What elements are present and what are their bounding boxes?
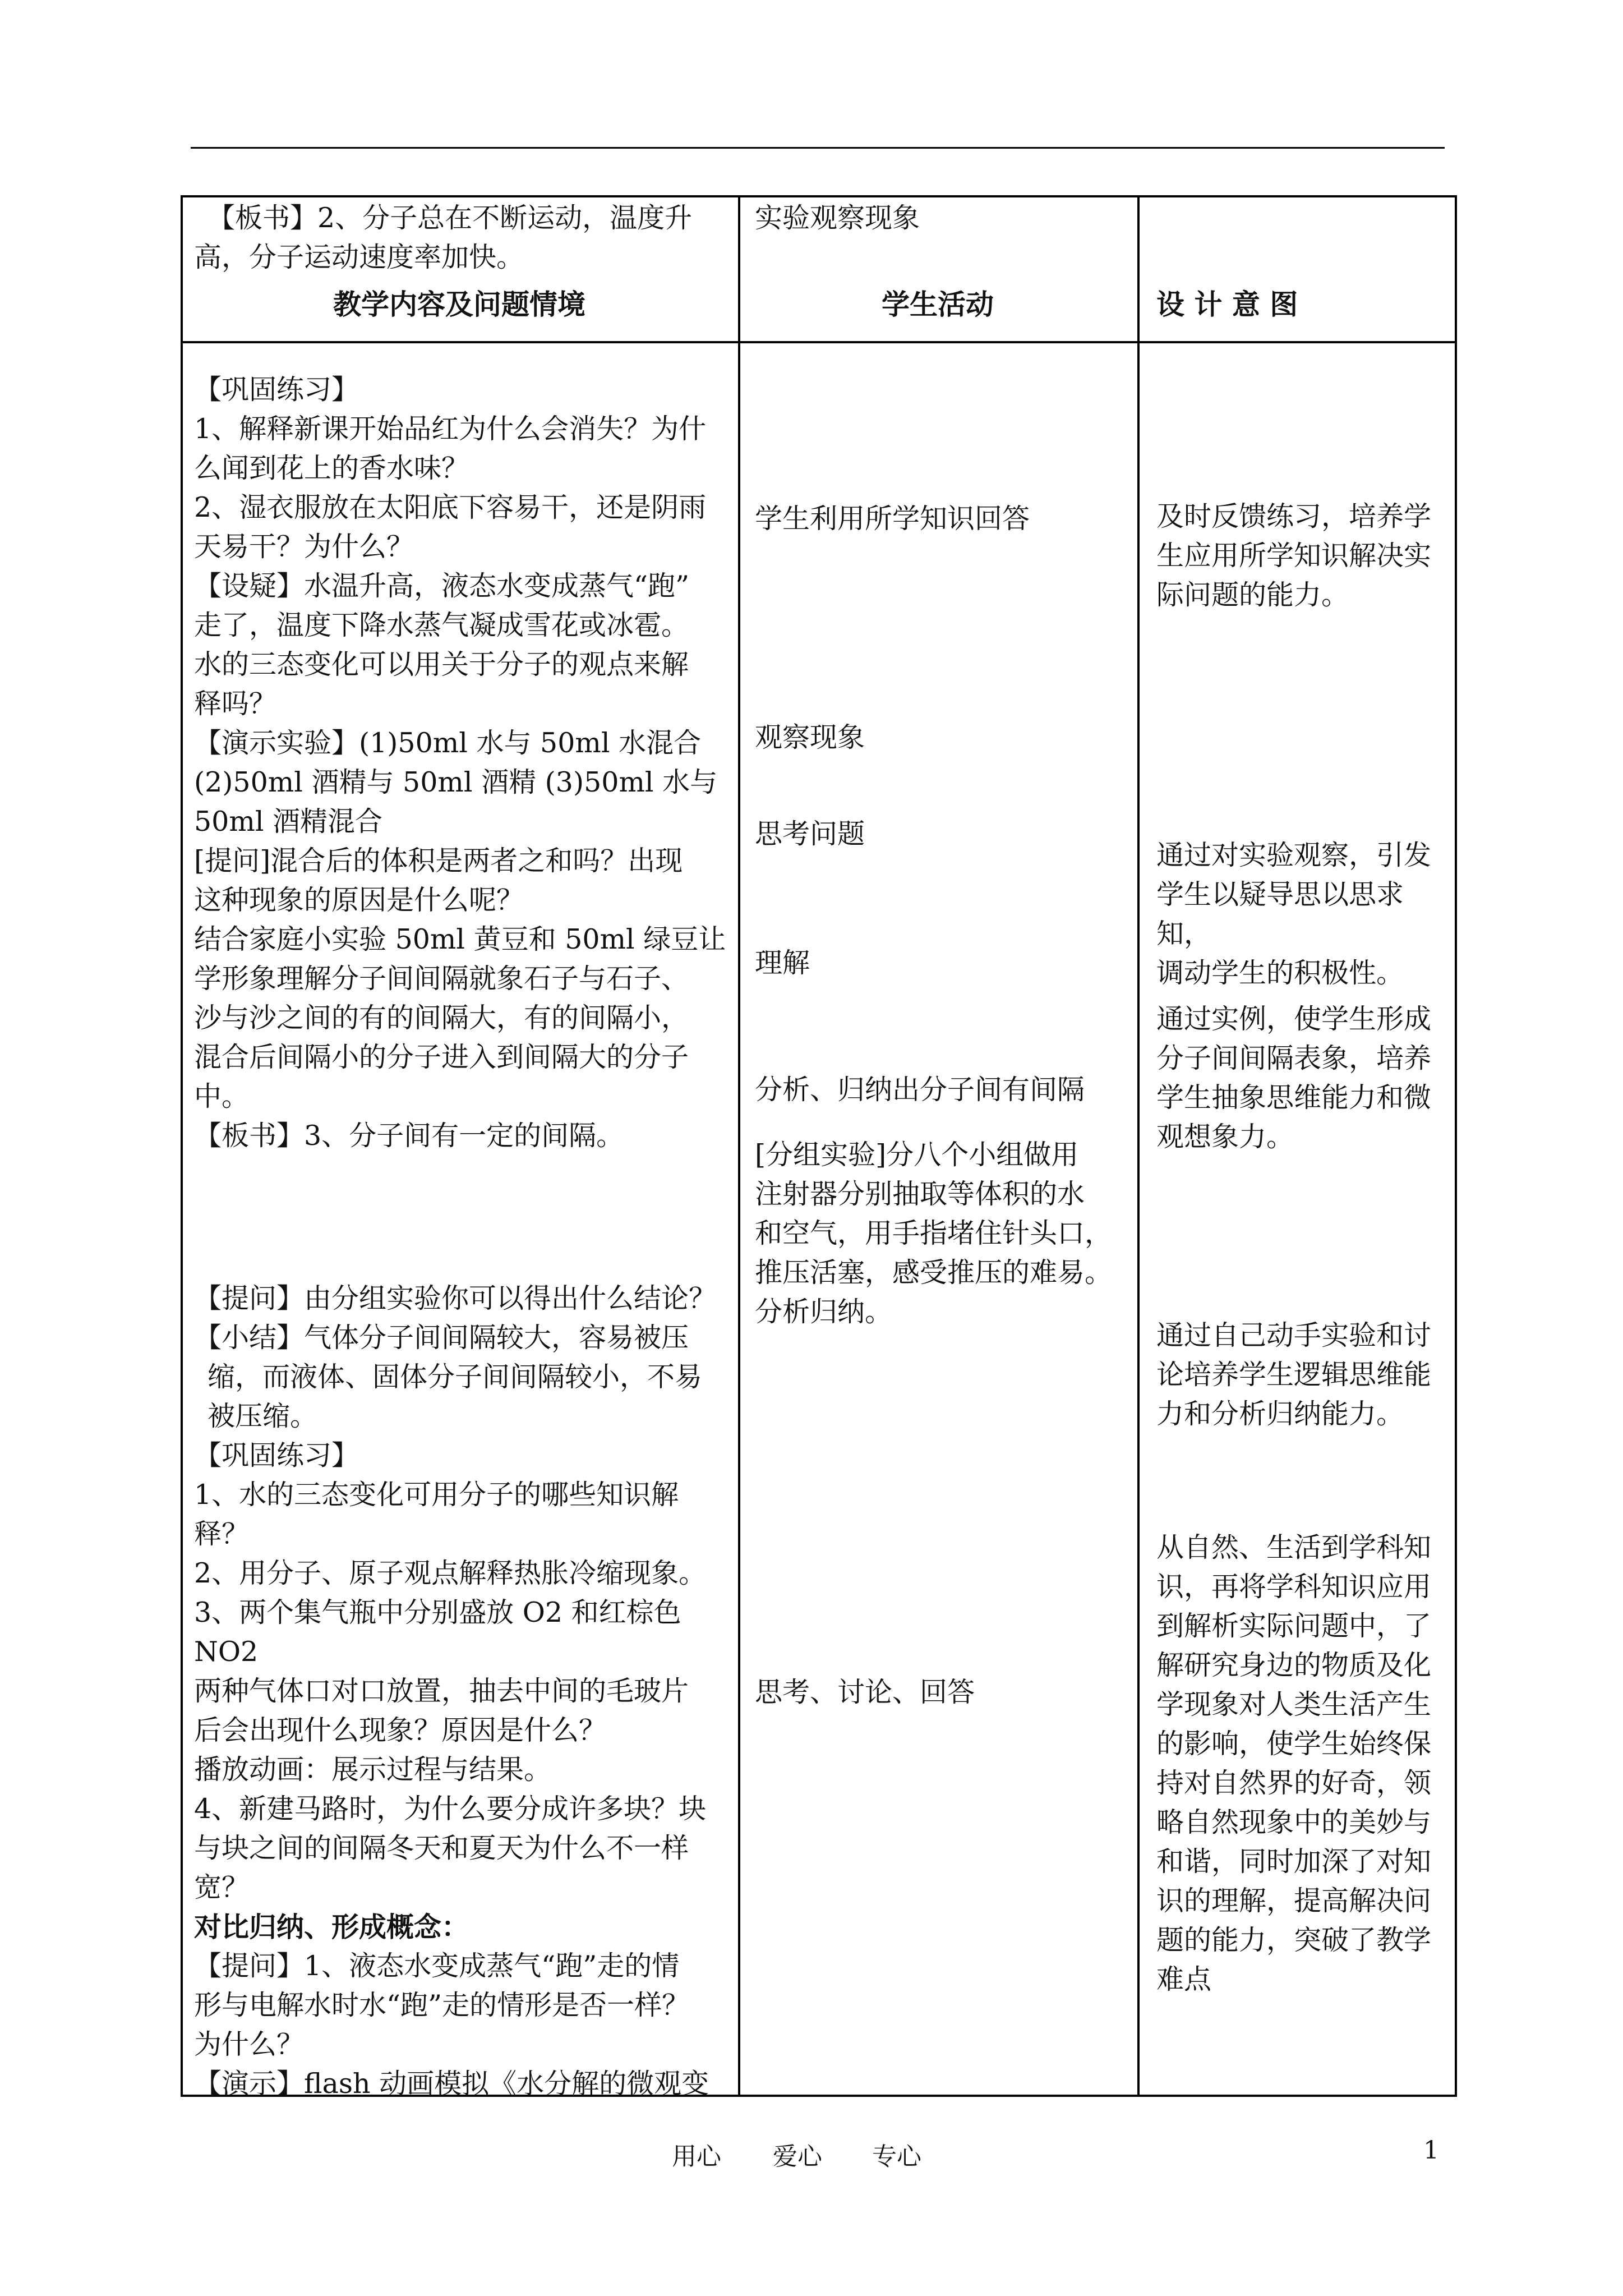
column-divider-1 <box>738 195 740 2097</box>
teaching-content-part-b: 【提问】由分组实验你可以得出什么结论？ 【小结】气体分子间间隔较大，容易被压 缩，而液体、固体分子间间隔较小，不易 被压缩。 【巩固练习】 1、水的三态变化可用分子的哪些知识解 释？ 2、用分子、原子观点解释热胀冷缩现象。 3、两个集气瓶中分别盛放 O2 和红棕色 NO2 两种气体口对口放置，抽去中间的毛玻片 后会出现什么现象？原因是什么？ 播放动画：展示过程与结果。 4、新建马路时，为什么要分成许多块？块 与块之间的间隔冬天和夏天为什么不一样 宽？ 对比归纳、形成概念： 【提问】1、液态水变成蒸气“跑”走的情 形与电解水时水“跑”走的情形是否一样？ 为什么？ 【演示】flash 动画模拟《水分解的微观变 <box>194 1279 738 2104</box>
design-intent-example: 通过实例，使学生形成 分子间间隔表象，培养 学生抽象思维能力和微 观想象力。 <box>1156 1003 1432 1153</box>
header-teaching-content: 教学内容及问题情境 <box>333 288 585 321</box>
student-activity-group-experiment: [分组实验]分八个小组做用 注射器分别抽取等体积的水 和空气，用手指堵住针头口， 推压活塞，感受推压的难易。 分析归纳。 <box>755 1139 1113 1328</box>
table-border-top <box>181 195 1457 197</box>
teaching-content-part-a: 【巩固练习】 1、解释新课开始品红为什么会消失？为什 么闻到花上的香水味？ 2、湿衣服放在太阳底下容易干，还是阴雨 天易干？为什么？ 【设疑】水温升高，液态水变成蒸气“跑” 走了，温度下降水蒸气凝成雪花或冰雹。 水的三态变化可以用关于分子的观点来解 释吗？ 【演示实验】(1)50ml 水与 50ml 水混合 (2)50ml 酒精与 50ml 酒精 (3)50ml 水与 50ml 酒精混合 [提问]混合后的体积是两者之和吗？出现 这种现象的原因是什么呢？ 结合家庭小实验 50ml 黄豆和 50ml 绿豆让 学形象理解分子间间隔就象石子与石子、 沙与沙之间的有的间隔大，有的间隔小， 混合后间隔小的分子进入到间隔大的分子 中。 【板书】3、分子间有一定的间隔。 <box>194 374 726 1152</box>
lesson-table <box>181 195 1457 2100</box>
student-activity-think: 思考问题 <box>755 818 865 850</box>
table-border-left <box>181 195 183 2097</box>
top-row-blackboard-note: 【板书】2、分子总在不断运动，温度升高，分子运动速度率加快。 <box>194 202 693 273</box>
design-intent-hands-on: 通过自己动手实验和讨 论培养学生逻辑思维能 力和分析归纳能力。 <box>1156 1319 1432 1430</box>
page-number: 1 <box>1423 2136 1439 2165</box>
student-activity-answer: 学生利用所学知识回答 <box>755 503 1030 535</box>
student-activity-analyze: 分析、归纳出分子间有间隔 <box>755 1074 1085 1106</box>
column-divider-2 <box>1137 195 1140 2097</box>
design-intent-observation: 通过对实验观察，引发 学生以疑导思以思求知， 调动学生的积极性。 <box>1156 839 1432 989</box>
footer-motto-3: 专心 <box>872 2142 921 2171</box>
footer-motto-2: 爱心 <box>773 2142 822 2171</box>
header-design-intent: 设 计 意 图 <box>1156 288 1298 321</box>
header-rule <box>191 147 1445 149</box>
table-border-right <box>1455 195 1457 2097</box>
student-activity-observe: 观察现象 <box>755 721 865 753</box>
header-divider <box>181 341 1457 343</box>
design-intent-feedback: 及时反馈练习，培养学 生应用所学知识解决实 际问题的能力。 <box>1156 500 1432 611</box>
design-intent-nature-to-science: 从自然、生活到学科知 识，再将学科知识应用 到解析实际问题中，了 解研究身边的物质及化 学现象对人类生活产生 的影响，使学生始终保 持对自然界的好奇，领 略自然现象中的美妙与 和谐，同时加深了对知 识的理解，提高解决问 题的能力，突破了教学 难点 <box>1156 1531 1432 1995</box>
footer-motto-1: 用心 <box>672 2142 721 2171</box>
contrast-heading: 对比归纳、形成概念： <box>194 1911 469 1943</box>
student-activity-understand: 理解 <box>755 947 810 979</box>
header-student-activity: 学生活动 <box>882 288 994 321</box>
top-row-student-activity: 实验观察现象 <box>755 202 920 234</box>
student-activity-discuss: 思考、讨论、回答 <box>755 1676 975 1708</box>
